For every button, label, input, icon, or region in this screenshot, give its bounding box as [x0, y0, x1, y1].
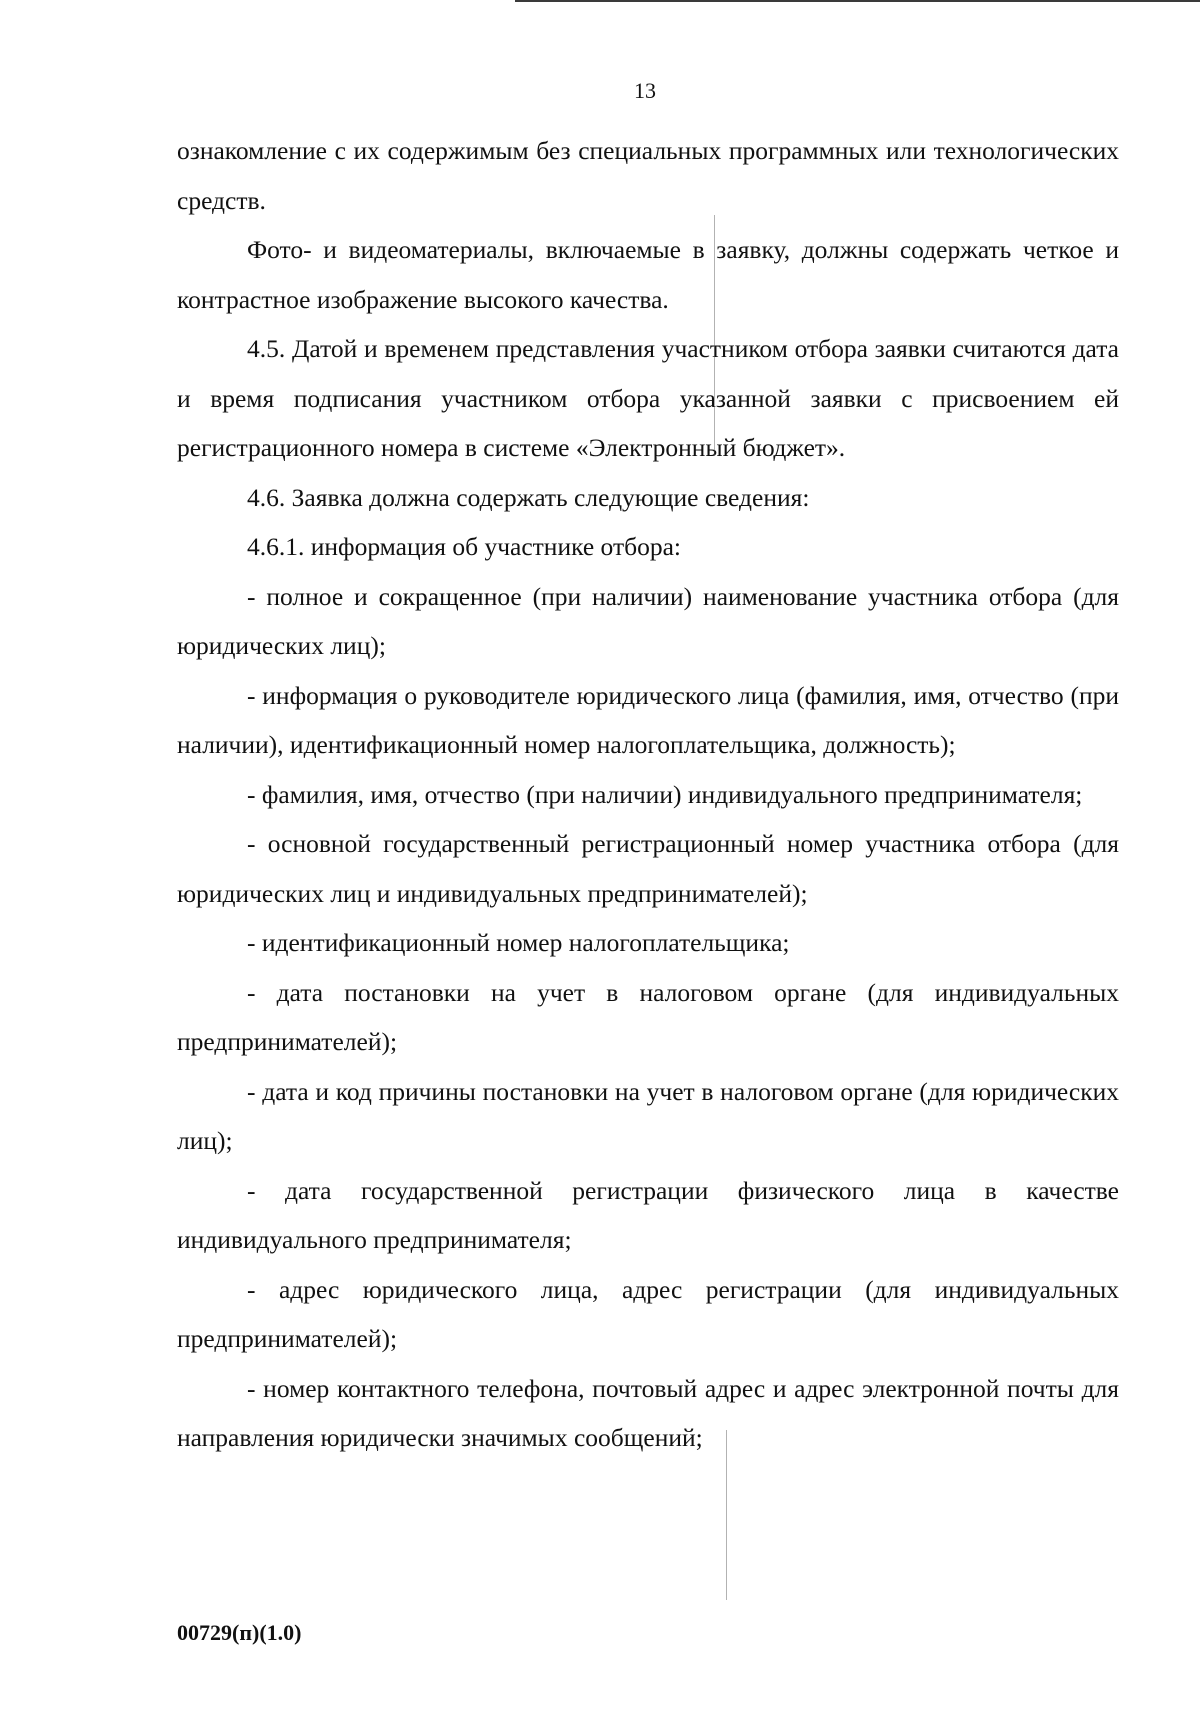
list-item-ogrn: - основной государственный регистрационный номер участника отбора (для юридических лиц и индивидуальных предпринимателей);	[177, 829, 1119, 908]
paragraph-continuation: ознакомление с их содержимым без специальных программных или технологических средств.	[177, 136, 1119, 215]
document-body	[177, 126, 1119, 1463]
list-item-state-registration-date: - дата государственной регистрации физического лица в качестве индивидуального предпринимателя;	[177, 1175, 1119, 1254]
list-item-director-info: - информация о руководителе юридического лица (фамилия, имя, отчество (при наличии), идентификационный номер налогоплательщика, должность);	[177, 680, 1119, 759]
scan-fold-mark	[714, 215, 715, 455]
paragraph-4-6-1: 4.6.1. информация об участнике отбора:	[247, 532, 681, 561]
list-item-tax-registration-date: - дата постановки на учет в налоговом органе (для индивидуальных предпринимателей);	[177, 977, 1119, 1056]
list-item-address: - адрес юридического лица, адрес регистрации (для индивидуальных предпринимателей);	[177, 1274, 1119, 1353]
scan-top-edge-line	[515, 0, 1200, 2]
paragraph-4-5: 4.5. Датой и временем представления участником отбора заявки считаются дата и время подписания участником отбора указанной заявки с присвоением ей регистрационного номера в системе «Электронный бюджет».	[177, 334, 1119, 462]
document-code: 00729(п)(1.0)	[177, 1620, 302, 1645]
list-item-full-name: - полное и сокращенное (при наличии) наименование участника отбора (для юридических лиц);	[177, 581, 1119, 660]
list-item-inn: - идентификационный номер налогоплательщика;	[247, 928, 790, 957]
scan-fold-mark	[726, 1430, 727, 1600]
list-item-contacts: - номер контактного телефона, почтовый адрес и адрес электронной почты для направления юридически значимых сообщений;	[177, 1373, 1119, 1452]
page-number: 13	[634, 78, 656, 103]
paragraph-4-6: 4.6. Заявка должна содержать следующие сведения:	[247, 482, 810, 512]
paragraph-photo-video: Фото- и видеоматериалы, включаемые в заявку, должны содержать четкое и контрастное изображение высокого качества.	[177, 235, 1119, 314]
list-item-kpp: - дата и код причины постановки на учет в налоговом органе (для юридических лиц);	[177, 1076, 1119, 1155]
list-item-entrepreneur-name: - фамилия, имя, отчество (при наличии) индивидуального предпринимателя;	[247, 779, 1083, 809]
